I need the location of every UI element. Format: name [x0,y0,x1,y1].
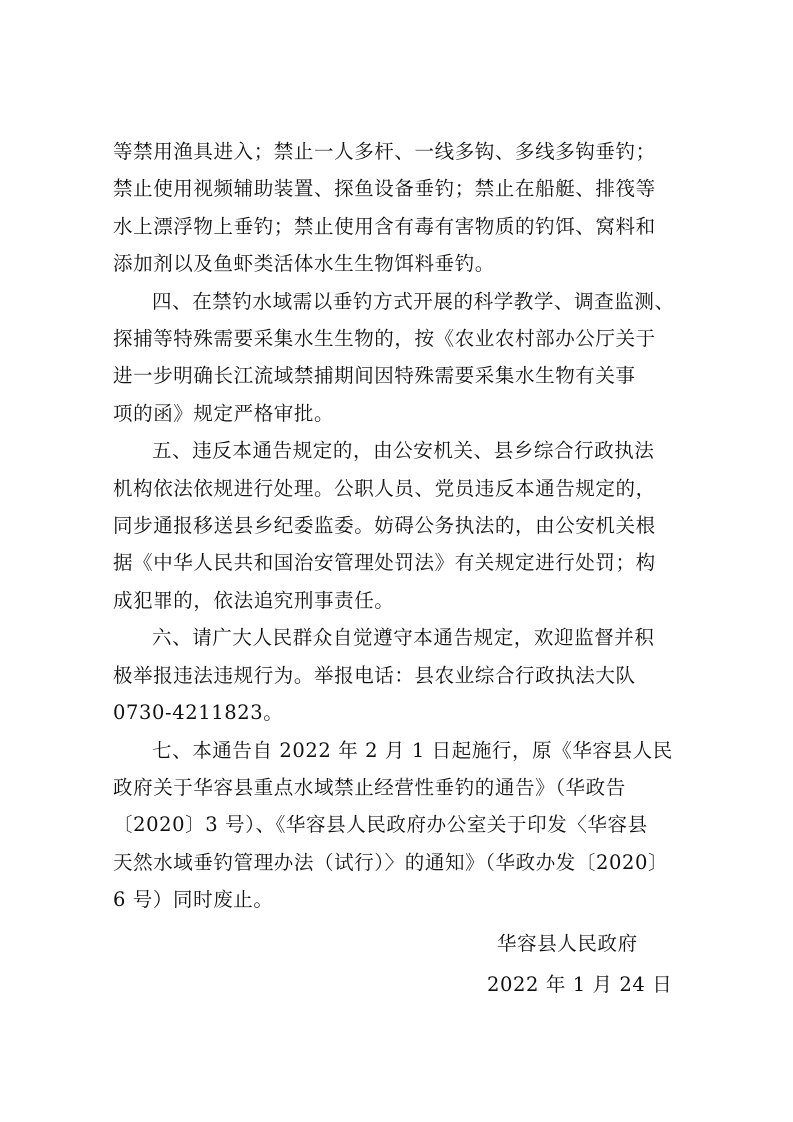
paragraph-item-5: 五、违反本通告规定的，由公安机关、县乡综合行政执法 机构依法依规进行处理。公职人员、党员违反本通告规定的， 同步通报移送县乡纪委监委。妨碍公务执法的，由公安机关根 据《中华人民共和国治安管理处罚法》有关规定进行处罚；构 成犯罪的，依法追究刑事责任。 [113,439,656,612]
paragraph-item-7: 七、本通告自 2022 年 2 月 1 日起施行，原《华容县人民 政府关于华容县重点水域禁止经营性垂钓的通告》（华政告 〔2020〕3 号）、《华容县人民政府办公室关于印发〈华容县 天然水域垂钓管理办法（试行）〉的通知》（华政办发〔2020〕 6 号）同时废止。 [113,738,673,912]
paragraph-item-4: 四、在禁钓水域需以垂钓方式开展的科学教学、调查监测、 探捕等特殊需要采集水生生物的，按《农业农村部办公厅关于 进一步明确长江流域禁捕期间因特殊需要采集水生物有关事 项的函》规定严格审批。 [113,289,675,425]
paragraph-prohibitions-continued: 等禁用渔具进入；禁止一人多杆、一线多钩、多线多钩垂钓； 禁止使用视频辅助装置、探鱼设备垂钓；禁止在船艇、排筏等 水上漂浮物上垂钓；禁止使用含有毒有害物质的钓饵、窝料和 添加剂以及鱼虾类活体水生生物饵料垂钓。 [113,140,656,276]
signature-date: 2022 年 1 月 24 日 [487,973,673,996]
document-body [113,133,679,919]
paragraph-item-6: 六、请广大人民群众自觉遵守本通告规定，欢迎监督并积 极举报违法违规行为。举报电话：县农业综合行政执法大队 0730-4211823。 [113,626,655,725]
signature-organization: 华容县人民政府 [497,932,638,955]
